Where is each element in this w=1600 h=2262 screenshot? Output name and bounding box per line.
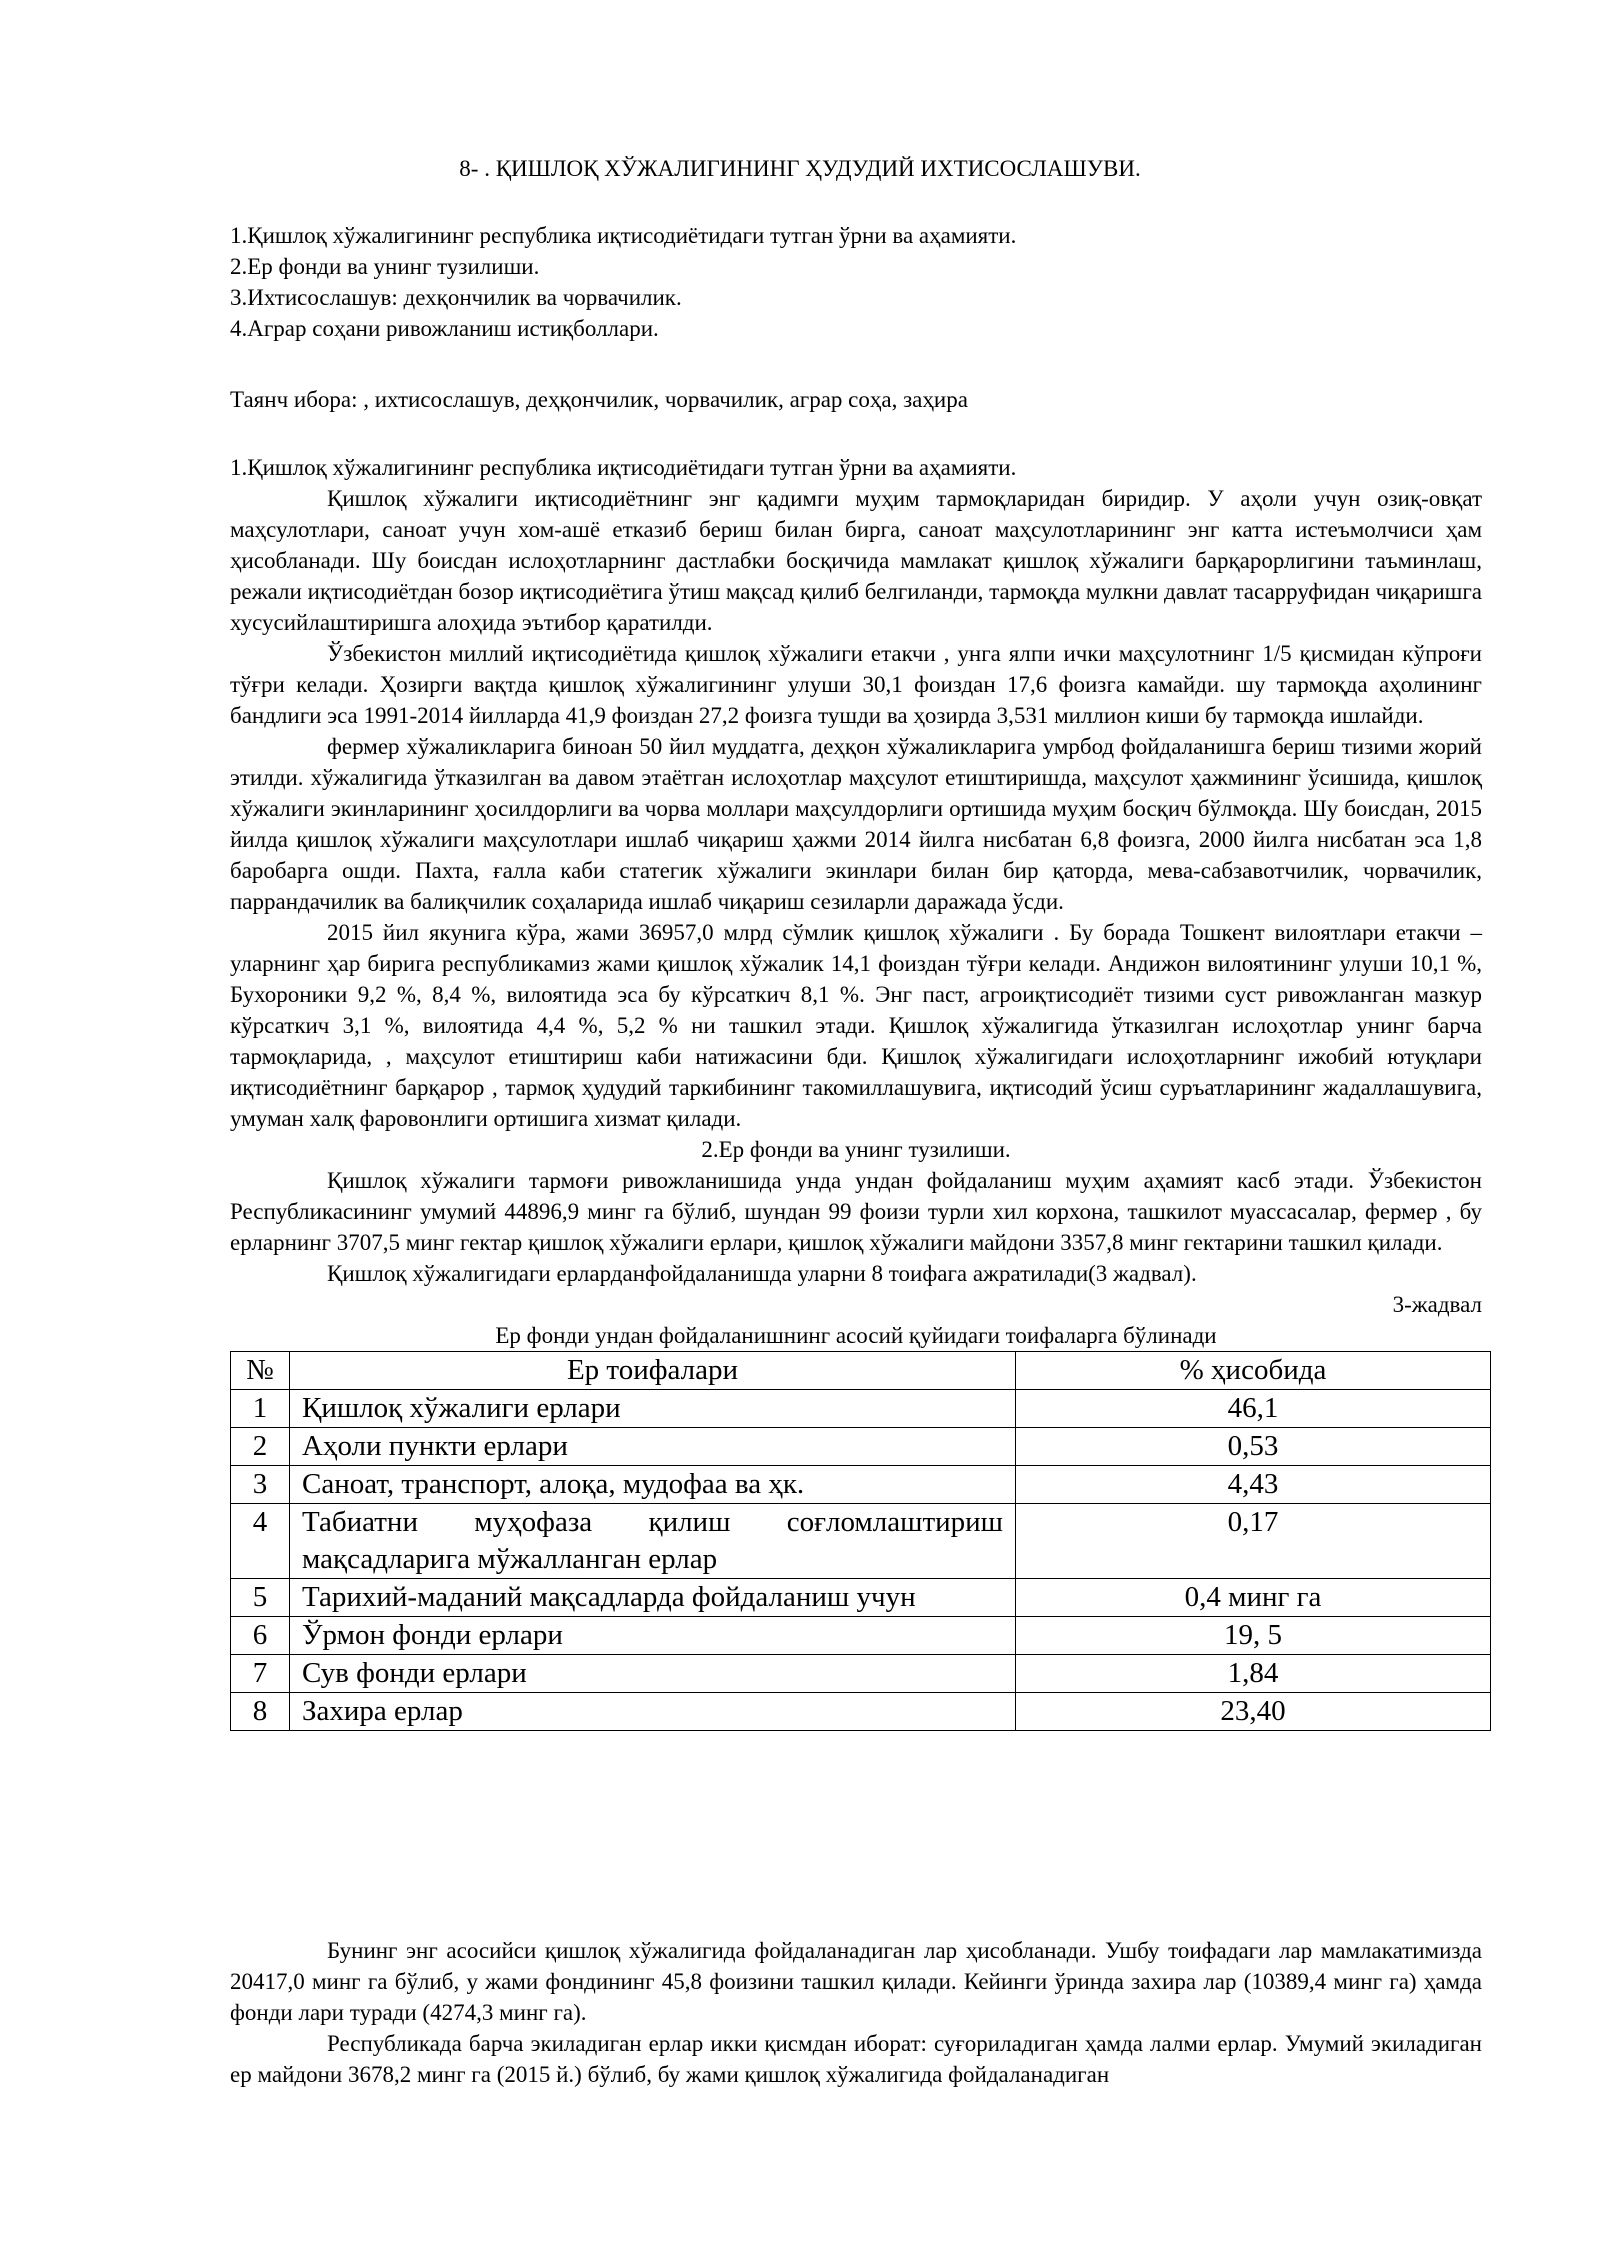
row-category: Захира ерлар — [290, 1693, 1016, 1731]
table-row — [231, 1693, 1491, 1731]
row-percent: 23,40 — [1016, 1693, 1491, 1731]
table-row — [231, 1655, 1491, 1693]
paragraph: Қишлоқ хўжалиги иқтисодиётнинг энг қадимги муҳим тармоқларидан биридир. У аҳоли учун озиқ-овқат маҳсулотлари, саноат учун хом-ашё етказиб бериш билан бирга, саноат маҳсулотларининг энг катта истеъмолчиси ҳам ҳисобланади. Шу боисдан ислоҳотларнинг дастлабки босқичида мамлакат қишлоқ хўжалиги барқарорлигини таъминлаш, режали иқтисодиётдан бозор иқтисодиётига ўтиш мақсад қилиб белгиланди, тармоқда мулкни давлат тасарруфидан чиқаришга хусусийлаштиришга алоҳида эътибор қаратилди. — [230, 486, 1482, 635]
plan-item: 3.Ихтисослашув: дехқончилик ва чорвачилик. — [230, 285, 682, 310]
paragraph: Ўзбекистон миллий иқтисодиётида қишлоқ хўжалиги етакчи , унга ялпи ички маҳсулотнинг 1/5 қисмидан кўпроғи тўғри келади. Ҳозирги вақтда қишлоқ хўжалигининг улуши 30,1 фоиздан 17,6 фоизга камайди. шу тармоқда аҳолининг бандлиги эса 1991-2014 йилларда 41,9 фоиздан 27,2 фоизга тушди ва ҳозирда 3,531 миллион киши бу тармоқда ишлайди. — [230, 641, 1482, 728]
row-category: Қишлоқ хўжалиги ерлари — [290, 1390, 1016, 1428]
row-category: Аҳоли пункти ерлари — [290, 1428, 1016, 1466]
row-percent: 1,84 — [1016, 1655, 1491, 1693]
plan-item: 4.Аграр соҳани ривожланиш истиқболлари. — [230, 316, 659, 341]
paragraph: Бунинг энг асосийси қишлоқ хўжалигида фойдаланадиган лар ҳисобланади. Ушбу тоифадаги лар мамлакатимизда 20417,0 минг га бўлиб, у жами фондининг 45,8 фоизини ташкил қилади. Кейинги ўринда захира лар (10389,4 минг га) ҳамда фонди лари туради (4274,3 минг га). — [230, 1938, 1482, 2025]
main-text — [230, 452, 1482, 1731]
row-percent: 46,1 — [1016, 1390, 1491, 1428]
row-percent: 0,17 — [1016, 1504, 1491, 1579]
row-number: 2 — [231, 1428, 290, 1466]
plan-item: 2.Ер фонди ва унинг тузилиши. — [230, 254, 540, 279]
plan-item: 1.Қишлоқ хўжалигининг республика иқтисодиётидаги тутган ўрни ва аҳамияти. — [230, 223, 1017, 248]
row-percent: 0,4 минг га — [1016, 1579, 1491, 1617]
after-table-text — [230, 1935, 1482, 2090]
lecture-plan — [230, 220, 1016, 344]
row-number: 1 — [231, 1390, 290, 1428]
row-percent: 0,53 — [1016, 1428, 1491, 1466]
table-caption: Ер фонди ундан фойдаланишнинг асосий қуйидаги тоифаларга бўлинади — [495, 1323, 1217, 1348]
table-row — [231, 1617, 1491, 1655]
row-number: 8 — [231, 1693, 290, 1731]
paragraph: Қишлоқ хўжалиги тармоғи ривожланишида унда ундан фойдаланиш муҳим аҳамият касб этади. Ўзбекистон Республикасининг умумий 44896,9 минг га бўлиб, шундан 99 фоизи турли хил корхона, ташкилот муассасалар, фермер , бу ерларнинг 3707,5 минг гектар қишлоқ хўжалиги ерлари, қишлоқ хўжалиги майдони 3357,8 минг гектарини ташкил қилади. — [230, 1168, 1482, 1255]
row-number: 6 — [231, 1617, 290, 1655]
section2-heading: 2.Ер фонди ва унинг тузилиши. — [701, 1137, 1011, 1162]
paragraph: фермер хўжаликларига биноан 50 йил муддатга, деҳқон хўжаликларига умрбод фойдаланишга бериш тизими жорий этилди. хўжалигида ўтказилган ва давом этаётган ислоҳотлар маҳсулот етиштиришда, маҳсулот ҳажмининг ўсишида, қишлоқ хўжалиги экинларининг ҳосилдорлиги ва чорва моллари маҳсулдорлиги ортишида муҳим босқич бўлмоқда. Шу боисдан, 2015 йилда қишлоқ хўжалиги маҳсулотлари ишлаб чиқариш ҳажми 2014 йилга нисбатан 6,8 фоизга, 2000 йилга нисбатан эса 1,8 баробарга ошди. Пахта, ғалла каби статегик хўжалиги экинлари билан бир қаторда, мева-сабзавотчилик, чорвачилик, паррандачилик ва балиқчилик соҳаларида ишлаб чиқариш сезиларли даражада ўсди. — [230, 734, 1482, 914]
row-percent: 19, 5 — [1016, 1617, 1491, 1655]
row-category: Ўрмон фонди ерлари — [290, 1617, 1016, 1655]
table-row — [231, 1579, 1491, 1617]
row-number: 4 — [231, 1504, 290, 1579]
row-category: Саноат, транспорт, алоқа, мудофаа ва ҳк. — [290, 1466, 1016, 1504]
keywords-line: Таянч ибора: , ихтисослашув, деҳқончилик, чорвачилик, аграр соҳа, заҳира — [230, 387, 968, 412]
table-row — [231, 1390, 1491, 1428]
table-row — [231, 1504, 1491, 1579]
table-header-percent: % ҳисобида — [1016, 1352, 1491, 1390]
row-number: 3 — [231, 1466, 290, 1504]
table-label: 3-жадвал — [1392, 1292, 1482, 1317]
table-header-number: № — [231, 1352, 290, 1390]
page-title: 8- . ҚИШЛОҚ ХЎЖАЛИГИНИНГ ҲУДУДИЙ ИХТИСОСЛАШУВИ. — [459, 156, 1141, 181]
table-header-category: Ер тоифалари — [290, 1352, 1016, 1390]
row-category: Сув фонди ерлари — [290, 1655, 1016, 1693]
section1-heading: 1.Қишлоқ хўжалигининг республика иқтисодиётидаги тутган ўрни ва аҳамияти. — [230, 455, 1017, 480]
paragraph: 2015 йил якунига кўра, жами 36957,0 млрд сўмлик қишлоқ хўжалиги . Бу борада Тошкент вилоятлари етакчи – уларнинг ҳар бирига республикамиз жами қишлоқ хўжалик 14,1 фоиздан тўғри келади. Андижон вилоятининг улуши 10,1 %, Бухороники 9,2 %, 8,4 %, вилоятида эса бу кўрсаткич 8,1 %. Энг паст, агроиқтисодиёт тизими суст ривожланган мазкур кўрсаткич 3,1 %, вилоятида 4,4 %, 5,2 % ни ташкил этади. Қишлоқ хўжалигида ўтказилган ислоҳотлар унинг барча тармоқларида, , маҳсулот етиштириш каби натижасини бди. Қишлоқ хўжалигидаги ислоҳотларнинг ижобий ютуқлари иқтисодиётнинг барқарор , тармоқ ҳудудий таркибининг такомиллашувига, иқтисодий ўсиш суръатларининг жадаллашувига, умуман халқ фаровонлиги ортишига хизмат қилади. — [230, 920, 1482, 1131]
paragraph: Қишлоқ хўжалигидаги ерларданфойдаланишда уларни 8 тоифага ажратилади(3 жадвал). — [327, 1261, 1197, 1286]
row-category: Тарихий-маданий мақсадларда фойдаланиш учун — [290, 1579, 1016, 1617]
table-header-row — [231, 1352, 1491, 1390]
paragraph: Республикада барча экиладиган ерлар икки қисмдан иборат: суғориладиган ҳамда лалми ерлар. Умумий экиладиган ер майдони 3678,2 минг га (2015 й.) бўлиб, бу жами қишлоқ хўжалигида фойдаланадиган — [230, 2031, 1482, 2087]
row-number: 5 — [231, 1579, 290, 1617]
row-percent: 4,43 — [1016, 1466, 1491, 1504]
land-categories-table — [230, 1351, 1491, 1731]
table-row — [231, 1428, 1491, 1466]
row-category: Табиатни муҳофаза қилиш соғломлаштириш мақсадларига мўжалланган ерлар — [290, 1504, 1016, 1579]
table-row — [231, 1466, 1491, 1504]
row-number: 7 — [231, 1655, 290, 1693]
